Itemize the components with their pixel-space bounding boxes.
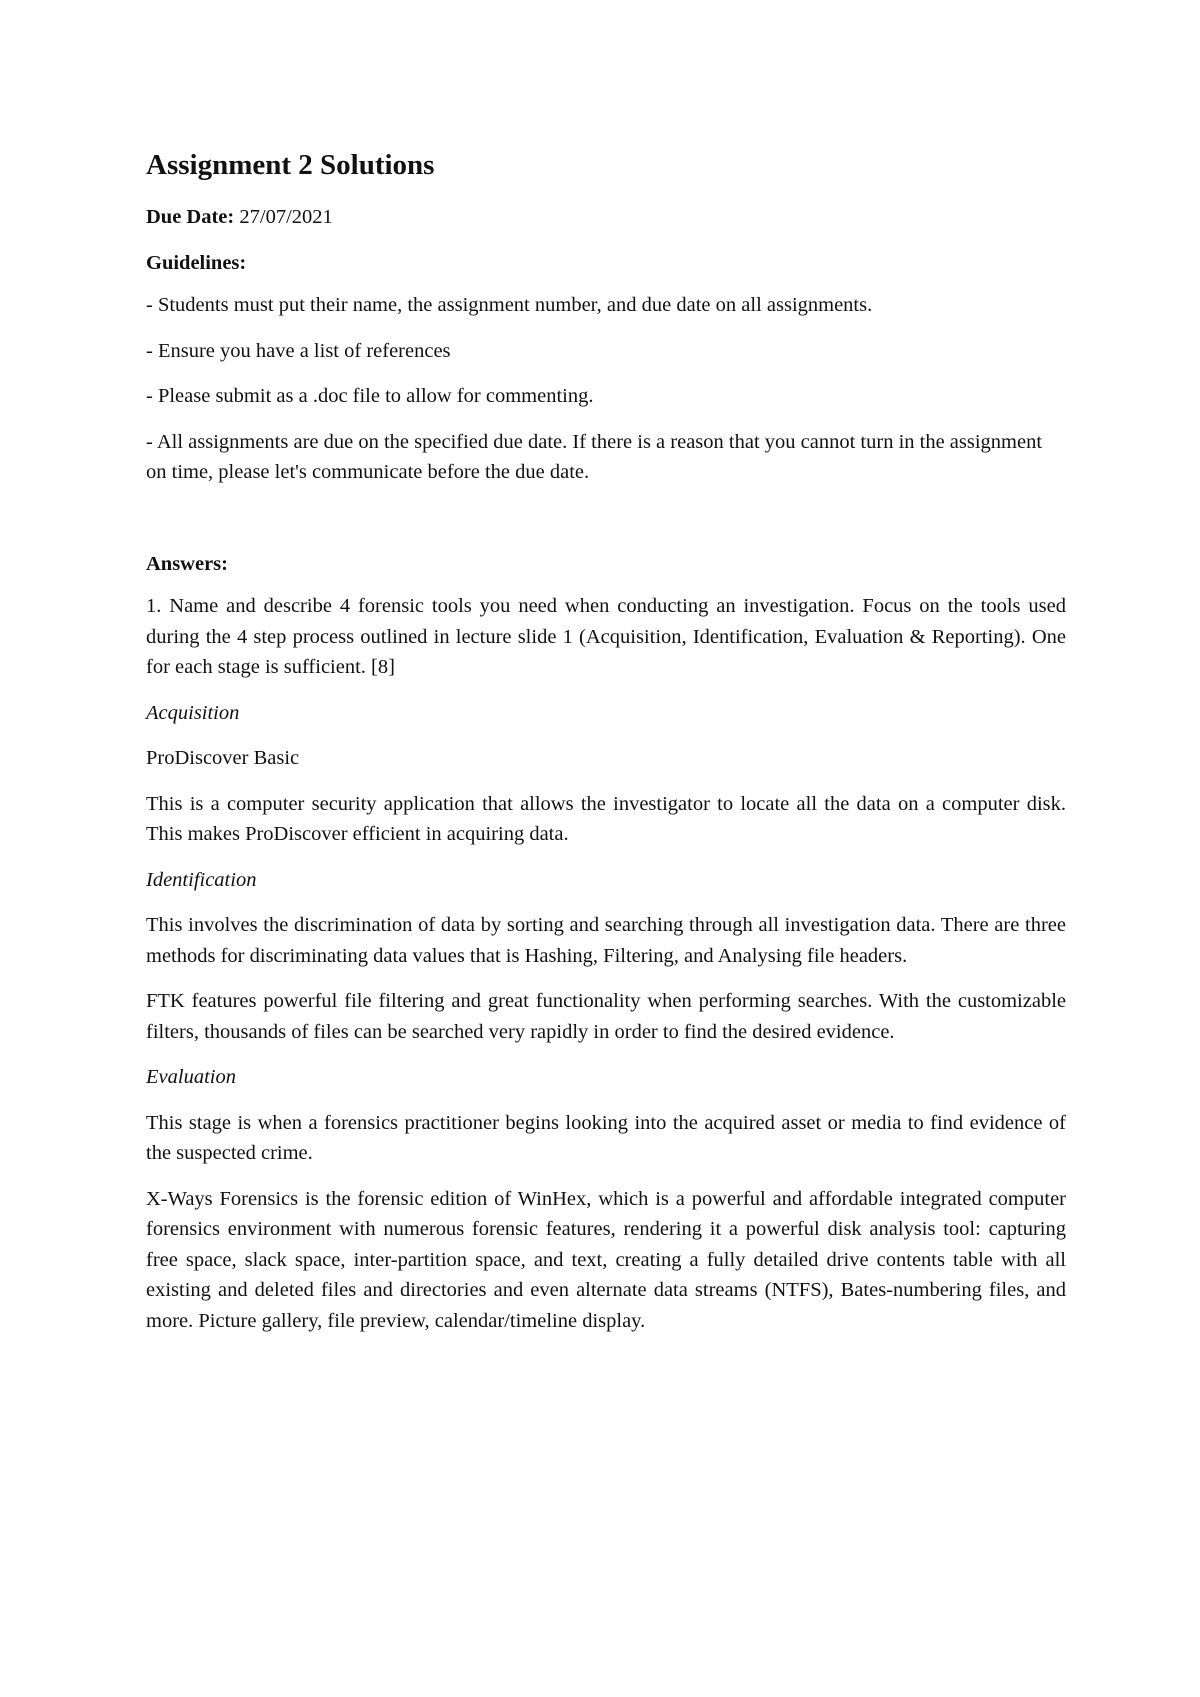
guidelines-heading: Guidelines: xyxy=(146,251,247,274)
evaluation-description: This stage is when a forensics practitioner begins looking into the acquired asset or media to find evidence of the suspected crime. xyxy=(146,1111,1066,1164)
acquisition-tool: ProDiscover Basic xyxy=(146,747,300,769)
identification-description: This involves the discrimination of data by sorting and searching through all investigation data. There are three methods for discriminating data values that is Hashing, Filtering, and Analysing file headers. xyxy=(146,914,1066,967)
identification-heading: Identification xyxy=(146,868,257,891)
guideline-item: - Students must put their name, the assignment number, and due date on all assignments. xyxy=(146,294,873,316)
evaluation-tool-description: X-Ways Forensics is the forensic edition of WinHex, which is a powerful and affordable integrated computer forensics environment with numerous forensic features, rendering it a powerful disk analysis tool: capturing free space, slack space, inter-partition space, and text, creating a fully detailed drive contents table with all existing and deleted files and directories and even alternate data streams (NTFS), Bates-numbering files, and more. Picture gallery, file preview, calendar/timeline display. xyxy=(146,1187,1066,1332)
section-spacer xyxy=(146,503,1066,549)
document-body xyxy=(146,145,1066,1351)
question-1: 1. Name and describe 4 forensic tools you need when conducting an investigation. Focus on the tools used during the 4 step process outlined in lecture slide 1 (Acquisition, Identification, Evaluation & Reporting). One for each stage is sufficient. [8] xyxy=(146,595,1066,678)
guideline-item: - Ensure you have a list of references xyxy=(146,339,451,362)
due-date-label: Due Date: xyxy=(146,206,235,228)
due-date-value: 27/07/2021 xyxy=(239,206,333,228)
acquisition-description: This is a computer security application that allows the investigator to locate all the data on a computer disk. This makes ProDiscover efficient in acquiring data. xyxy=(146,792,1066,845)
acquisition-heading: Acquisition xyxy=(146,701,240,724)
evaluation-heading: Evaluation xyxy=(146,1066,236,1088)
due-date-line xyxy=(146,202,1066,233)
document-title: Assignment 2 Solutions xyxy=(146,149,435,181)
answers-heading: Answers: xyxy=(146,552,228,575)
guideline-item: - All assignments are due on the specified due date. If there is a reason that you cannot turn in the assignment on time, please let's communicate before the due date. xyxy=(146,430,1043,483)
guideline-item: - Please submit as a .doc file to allow for commenting. xyxy=(146,385,594,407)
identification-tool-description: FTK features powerful file filtering and great functionality when performing searches. With the customizable filters, thousands of files can be searched very rapidly in order to find the desired evidence. xyxy=(146,990,1066,1043)
